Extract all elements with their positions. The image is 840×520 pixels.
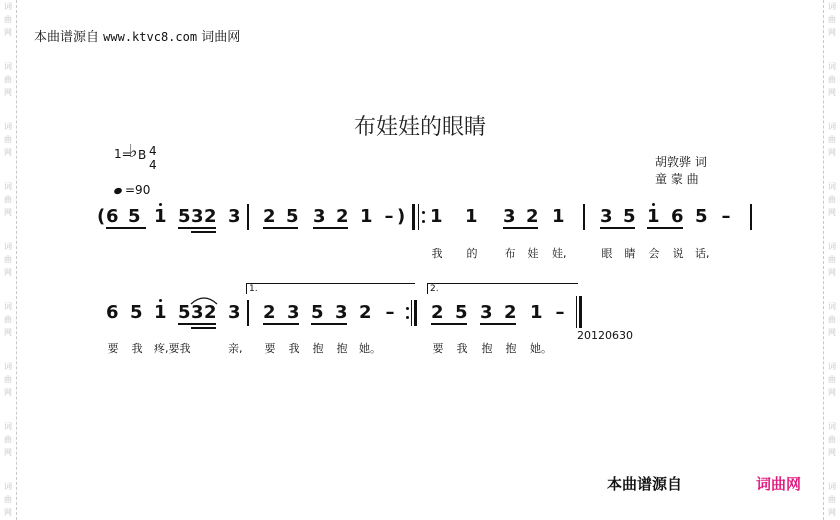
source-site: 词曲网	[201, 30, 241, 45]
eighth-underline	[313, 227, 348, 229]
watermark-group: 词 曲 网	[828, 2, 836, 37]
note: 3	[191, 206, 204, 227]
final-barline-thick	[579, 296, 582, 328]
volta-bracket-1	[246, 283, 415, 294]
eighth-underline	[178, 227, 216, 229]
watermark-group: 词 曲 网	[4, 422, 12, 457]
watermark-group: 词 曲 网	[828, 242, 836, 277]
dash: –	[721, 206, 731, 227]
slur-arc	[189, 295, 219, 305]
barline	[750, 204, 752, 230]
time-signature	[149, 144, 157, 172]
volta-bracket-2	[427, 283, 578, 294]
lyric: 她。	[530, 342, 552, 355]
lyric: 要	[432, 342, 444, 355]
eighth-underline	[106, 227, 146, 229]
lyricist-credit: 胡敦骅 词	[655, 155, 707, 169]
volta-label-1: 1.	[249, 284, 258, 294]
repeat-dot	[422, 211, 425, 214]
note: 2	[504, 302, 517, 323]
lyric: 娃,	[552, 247, 567, 260]
watermark-group: 词 曲 网	[828, 122, 836, 157]
source-header	[34, 26, 240, 45]
watermark-group: 词 曲 网	[4, 302, 12, 337]
note: 2	[204, 302, 217, 323]
lyric: 说	[672, 247, 684, 260]
note: 6	[106, 302, 119, 323]
note: 1	[154, 302, 167, 323]
note: 2	[263, 302, 276, 323]
right-watermark-strip	[823, 0, 840, 520]
watermark-group: 词 曲 网	[4, 122, 12, 157]
volta-label-2: 2.	[430, 284, 439, 294]
eighth-underline	[263, 323, 299, 325]
tempo-text: =90	[125, 183, 151, 197]
lyric: 会	[648, 247, 660, 260]
watermark-group: 词 曲 网	[828, 482, 836, 517]
note: 5	[311, 302, 324, 323]
note: 1	[530, 302, 543, 323]
time-bottom: 4	[149, 158, 157, 172]
watermark-group: 词 曲 网	[4, 182, 12, 217]
lyric: 我	[131, 342, 143, 355]
dash: –	[384, 206, 394, 227]
watermark-group: 词 曲 网	[828, 422, 836, 457]
note: 5	[455, 302, 468, 323]
left-watermark-strip	[0, 0, 17, 520]
note: 3	[503, 206, 516, 227]
high-octave-dot	[159, 299, 162, 302]
watermark-group: 词 曲 网	[828, 362, 836, 397]
eighth-underline	[647, 227, 683, 229]
note: 5	[130, 302, 143, 323]
lyric: 我	[431, 247, 443, 260]
note: 3	[287, 302, 300, 323]
repeat-end-thin	[411, 300, 412, 326]
eighth-underline	[311, 323, 347, 325]
note: 5	[128, 206, 141, 227]
note: 3	[335, 302, 348, 323]
note: 1	[647, 206, 660, 227]
lyric: 抱	[481, 342, 493, 355]
song-title: 布娃娃的眼睛	[353, 115, 486, 140]
half-note-icon	[113, 186, 123, 194]
eighth-underline	[503, 227, 538, 229]
repeat-dot	[406, 316, 409, 319]
note: 5	[623, 206, 636, 227]
eighth-underline	[263, 227, 298, 229]
note: 2	[336, 206, 349, 227]
note: 1	[430, 206, 443, 227]
sixteenth-underline	[191, 327, 216, 329]
source-label: 本曲谱源自	[34, 30, 100, 45]
repeat-dot	[422, 220, 425, 223]
repeat-start-thick	[412, 204, 415, 230]
key-note: B	[138, 148, 147, 162]
watermark-group: 词 曲 网	[4, 482, 12, 517]
lyric: 娃	[527, 247, 539, 260]
lyric: 睛	[624, 247, 636, 260]
lyric: 她。	[359, 342, 381, 355]
watermark-group: 词 曲 网	[4, 362, 12, 397]
high-octave-dot	[159, 203, 162, 206]
note: 2	[526, 206, 539, 227]
close-paren: )	[397, 206, 406, 227]
dash: –	[385, 302, 395, 323]
watermark-group: 词 曲 网	[828, 62, 836, 97]
eighth-underline	[480, 323, 516, 325]
sixteenth-underline	[191, 231, 216, 233]
note: 2	[431, 302, 444, 323]
note: 3	[228, 206, 241, 227]
lyric: 抱	[336, 342, 348, 355]
note: 6	[671, 206, 684, 227]
lyric: 话,	[695, 247, 710, 260]
flat-symbol: ♭	[129, 141, 138, 162]
repeat-end-thick	[414, 300, 417, 326]
barline	[247, 300, 249, 326]
key-prefix: 1=	[114, 147, 132, 161]
watermark-group: 词 曲 网	[4, 2, 12, 37]
note: 2	[204, 206, 217, 227]
lyric: 抱	[505, 342, 517, 355]
final-barline-thin	[576, 296, 577, 328]
lyric: 要	[264, 342, 276, 355]
note: 1	[154, 206, 167, 227]
note: 3	[191, 302, 204, 323]
lyric: 抱	[312, 342, 324, 355]
note: 5	[178, 302, 191, 323]
eighth-underline	[178, 323, 216, 325]
open-paren: (	[97, 206, 106, 227]
time-top: 4	[149, 144, 157, 158]
source-url[interactable]: www.ktvc8.com	[103, 30, 198, 44]
watermark-group: 词 曲 网	[828, 302, 836, 337]
key-signature	[114, 141, 157, 172]
lyric: 我	[456, 342, 468, 355]
lyric: 亲,	[228, 342, 243, 355]
tempo-marking	[114, 183, 150, 197]
lyric: 眼	[601, 247, 613, 260]
note: 1	[465, 206, 478, 227]
note: 1	[552, 206, 565, 227]
footer-source-label: 本曲谱源自	[607, 475, 683, 493]
barline	[247, 204, 249, 230]
watermark-group: 词 曲 网	[4, 242, 12, 277]
repeat-dot	[406, 307, 409, 310]
watermark-group: 词 曲 网	[4, 62, 12, 97]
lyric: 疼,要我	[154, 342, 191, 355]
note: 5	[178, 206, 191, 227]
lyric: 要	[107, 342, 119, 355]
eighth-underline	[431, 323, 467, 325]
watermark-group: 词 曲 网	[828, 182, 836, 217]
note: 5	[286, 206, 299, 227]
lyric: 布	[504, 247, 516, 260]
note: 2	[359, 302, 372, 323]
barline	[583, 204, 585, 230]
note: 6	[106, 206, 119, 227]
note: 5	[695, 206, 708, 227]
note: 3	[600, 206, 613, 227]
note: 3	[480, 302, 493, 323]
lyric: 的	[466, 247, 478, 260]
high-octave-dot	[652, 203, 655, 206]
note: 1	[360, 206, 373, 227]
eighth-underline	[600, 227, 635, 229]
note: 3	[313, 206, 326, 227]
lyric: 我	[288, 342, 300, 355]
note: 2	[263, 206, 276, 227]
footer-site-logo[interactable]: 词曲网	[756, 475, 802, 493]
note: 3	[228, 302, 241, 323]
date-stamp: 20120630	[577, 329, 633, 342]
dash: –	[555, 302, 565, 323]
repeat-start-thin	[418, 204, 419, 230]
composer-credit: 童 蒙 曲	[655, 172, 699, 186]
